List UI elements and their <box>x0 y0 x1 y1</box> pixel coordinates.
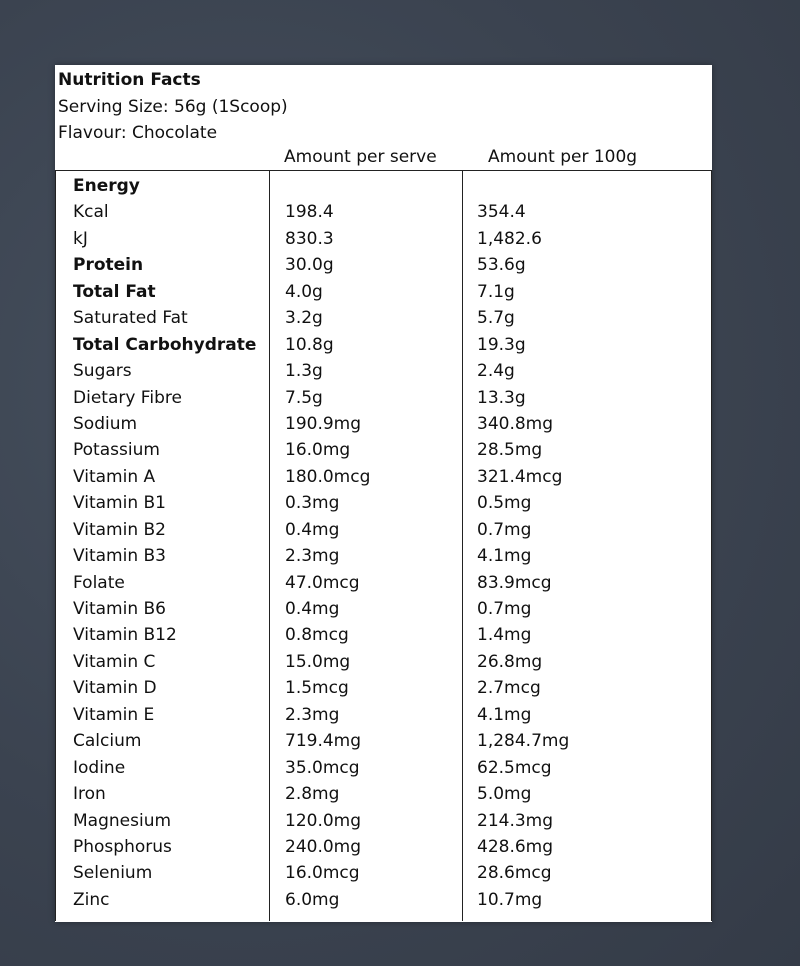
amount-per-serve: 0.4mg <box>285 519 340 540</box>
amount-per-100g: 4.1mg <box>477 704 532 725</box>
nutrient-name: Saturated Fat <box>73 308 188 329</box>
nutrient-name: Sodium <box>73 413 138 434</box>
table-row <box>56 437 711 463</box>
nutrient-name: Potassium <box>73 440 160 461</box>
amount-per-100g: 53.6g <box>477 255 526 276</box>
amount-per-serve: 198.4 <box>285 202 334 223</box>
table-row <box>56 887 711 913</box>
amount-per-serve: 2.3mg <box>285 704 340 725</box>
nutrient-name: Vitamin A <box>73 466 156 487</box>
amount-per-100g: 1,482.6 <box>477 228 542 249</box>
nutrient-name: Iodine <box>73 757 126 778</box>
amount-per-100g: 10.7mg <box>477 889 543 910</box>
amount-per-100g: 321.4mcg <box>477 466 563 487</box>
amount-per-100g: 4.1mg <box>477 546 532 567</box>
amount-per-serve: 0.3mg <box>285 493 340 514</box>
nutrient-name: Energy <box>73 176 140 196</box>
nutrient-name: Dietary Fibre <box>73 387 182 408</box>
nutrient-name: Vitamin B2 <box>73 519 167 540</box>
amount-per-serve: 35.0mcg <box>285 757 360 778</box>
amount-per-100g: 1.4mg <box>477 625 532 646</box>
table-row <box>56 279 711 305</box>
nutrient-name: Vitamin B3 <box>73 546 167 567</box>
amount-per-serve: 180.0mcg <box>285 466 371 487</box>
amount-per-serve: 719.4mg <box>285 731 362 752</box>
column-headers <box>55 144 712 170</box>
table-row <box>56 675 711 701</box>
nutrient-name: Vitamin C <box>73 651 156 672</box>
nutrient-name: Protein <box>73 255 144 276</box>
nutrient-name: Zinc <box>73 889 110 910</box>
table-row <box>56 517 711 543</box>
amount-per-serve: 15.0mg <box>285 651 351 672</box>
table-row <box>56 596 711 622</box>
nutrient-name: Iron <box>73 784 106 805</box>
table-row <box>56 808 711 834</box>
table-row <box>56 622 711 648</box>
amount-per-serve: 16.0mg <box>285 440 351 461</box>
table-row <box>56 199 711 225</box>
amount-per-100g: 340.8mg <box>477 413 554 434</box>
nutrient-name: kJ <box>73 228 88 249</box>
table-row <box>56 543 711 569</box>
amount-per-100g: 0.7mg <box>477 599 532 619</box>
amount-per-100g: 13.3g <box>477 387 526 408</box>
table-row <box>56 781 711 807</box>
amount-per-100g: 0.7mg <box>477 519 532 540</box>
amount-per-100g: 28.6mcg <box>477 863 552 884</box>
amount-per-serve: 240.0mg <box>285 836 362 857</box>
amount-per-serve: 0.4mg <box>285 599 340 619</box>
serving-size: Serving Size: 56g (1Scoop) <box>58 96 288 117</box>
table-body <box>56 173 711 913</box>
table-row <box>56 702 711 728</box>
amount-per-100g: 7.1g <box>477 281 515 302</box>
nutrient-name: Calcium <box>73 731 142 752</box>
amount-per-serve: 30.0g <box>285 255 334 276</box>
amount-per-serve: 6.0mg <box>285 889 340 910</box>
table-row <box>56 834 711 860</box>
nutrient-name: Folate <box>73 572 125 593</box>
nutrition-label <box>55 65 712 922</box>
amount-per-100g: 2.4g <box>477 361 515 382</box>
amount-per-100g: 354.4 <box>477 202 526 223</box>
amount-per-serve: 2.3mg <box>285 546 340 567</box>
column-header-per-100g: Amount per 100g <box>488 147 638 167</box>
amount-per-serve: 7.5g <box>285 387 323 408</box>
table-row <box>56 305 711 331</box>
nutrient-name: Magnesium <box>73 810 172 831</box>
amount-per-serve: 16.0mcg <box>285 863 360 884</box>
amount-per-serve: 3.2g <box>285 308 323 329</box>
nutrient-name: Kcal <box>73 202 109 223</box>
amount-per-100g: 1,284.7mg <box>477 731 570 752</box>
nutrient-name: Vitamin D <box>73 678 157 699</box>
amount-per-100g: 28.5mg <box>477 440 543 461</box>
table-row <box>56 860 711 886</box>
amount-per-serve: 830.3 <box>285 228 334 249</box>
column-header-per-serve: Amount per serve <box>284 147 437 167</box>
nutrient-name: Vitamin B12 <box>73 625 177 646</box>
amount-per-serve: 190.9mg <box>285 413 362 434</box>
amount-per-100g: 83.9mcg <box>477 572 552 593</box>
label-title: Nutrition Facts <box>58 70 201 90</box>
amount-per-serve: 0.8mcg <box>285 625 349 646</box>
amount-per-serve: 1.3g <box>285 361 323 382</box>
amount-per-100g: 62.5mcg <box>477 757 552 778</box>
amount-per-100g: 428.6mg <box>477 836 554 857</box>
amount-per-100g: 0.5mg <box>477 493 532 514</box>
table-row <box>56 385 711 411</box>
table-row <box>56 358 711 384</box>
table-row <box>56 226 711 252</box>
amount-per-serve: 47.0mcg <box>285 572 360 593</box>
label-header <box>58 67 708 147</box>
table-row <box>56 728 711 754</box>
table-row <box>56 173 711 199</box>
amount-per-serve: 4.0g <box>285 281 323 302</box>
nutrient-name: Selenium <box>73 863 153 884</box>
amount-per-serve: 2.8mg <box>285 784 340 805</box>
amount-per-100g: 5.7g <box>477 308 515 329</box>
nutrient-name: Vitamin B6 <box>73 599 167 619</box>
nutrient-name: Total Fat <box>73 281 156 302</box>
flavour: Flavour: Chocolate <box>58 123 218 143</box>
amount-per-serve: 10.8g <box>285 334 334 355</box>
amount-per-100g: 5.0mg <box>477 784 532 805</box>
nutrient-name: Sugars <box>73 361 132 382</box>
table-row <box>56 411 711 437</box>
amount-per-100g: 19.3g <box>477 334 526 355</box>
table-row <box>56 649 711 675</box>
nutrient-name: Total Carbohydrate <box>73 334 257 355</box>
table-row <box>56 490 711 516</box>
amount-per-serve: 120.0mg <box>285 810 362 831</box>
nutrient-name: Vitamin E <box>73 704 155 725</box>
nutrition-table <box>55 170 712 921</box>
amount-per-100g: 2.7mcg <box>477 678 541 699</box>
amount-per-serve: 1.5mcg <box>285 678 349 699</box>
table-row <box>56 570 711 596</box>
nutrient-name: Phosphorus <box>73 836 172 857</box>
table-row <box>56 464 711 490</box>
nutrient-name: Vitamin B1 <box>73 493 167 514</box>
table-row <box>56 755 711 781</box>
amount-per-100g: 214.3mg <box>477 810 554 831</box>
table-row <box>56 332 711 358</box>
amount-per-100g: 26.8mg <box>477 651 543 672</box>
table-row <box>56 252 711 278</box>
